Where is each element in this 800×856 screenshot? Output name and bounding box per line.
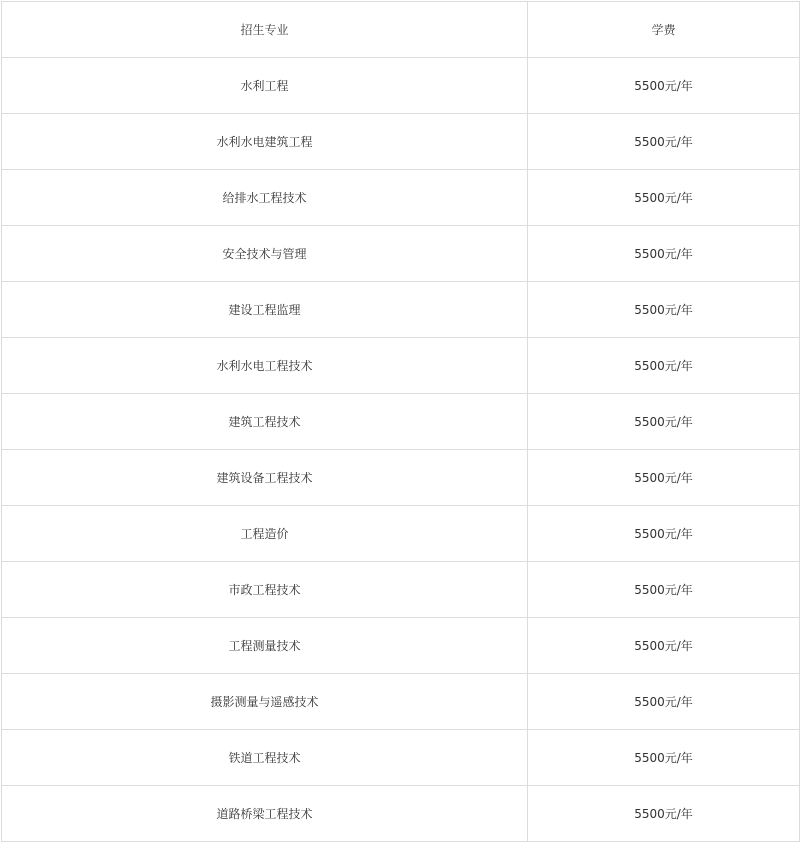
fee-cell: 5500元/年 [528, 58, 800, 114]
fee-cell: 5500元/年 [528, 226, 800, 282]
table-row [2, 506, 800, 562]
table-row [2, 58, 800, 114]
table-row [2, 114, 800, 170]
fee-cell: 5500元/年 [528, 618, 800, 674]
major-cell: 给排水工程技术 [2, 170, 528, 226]
major-cell: 安全技术与管理 [2, 226, 528, 282]
table-row [2, 730, 800, 786]
major-cell: 摄影测量与遥感技术 [2, 674, 528, 730]
table-row [2, 562, 800, 618]
major-cell: 建筑设备工程技术 [2, 450, 528, 506]
table-row [2, 394, 800, 450]
table-row [2, 282, 800, 338]
table-row [2, 226, 800, 282]
major-cell: 水利水电建筑工程 [2, 114, 528, 170]
fee-cell: 5500元/年 [528, 338, 800, 394]
major-cell: 建筑工程技术 [2, 394, 528, 450]
fee-cell: 5500元/年 [528, 562, 800, 618]
fee-cell: 5500元/年 [528, 170, 800, 226]
table-row [2, 338, 800, 394]
table-body [2, 58, 800, 842]
major-cell: 水利工程 [2, 58, 528, 114]
major-cell: 工程测量技术 [2, 618, 528, 674]
major-cell: 水利水电工程技术 [2, 338, 528, 394]
fee-cell: 5500元/年 [528, 786, 800, 842]
fee-cell: 5500元/年 [528, 506, 800, 562]
major-cell: 建设工程监理 [2, 282, 528, 338]
table-row [2, 170, 800, 226]
tuition-table [1, 1, 800, 842]
fee-cell: 5500元/年 [528, 674, 800, 730]
table-row [2, 674, 800, 730]
table-row [2, 618, 800, 674]
fee-cell: 5500元/年 [528, 730, 800, 786]
major-cell: 工程造价 [2, 506, 528, 562]
fee-cell: 5500元/年 [528, 282, 800, 338]
fee-cell: 5500元/年 [528, 450, 800, 506]
major-cell: 道路桥梁工程技术 [2, 786, 528, 842]
table-row [2, 450, 800, 506]
table-row [2, 786, 800, 842]
header-major: 招生专业 [2, 2, 528, 58]
major-cell: 市政工程技术 [2, 562, 528, 618]
major-cell: 铁道工程技术 [2, 730, 528, 786]
fee-cell: 5500元/年 [528, 114, 800, 170]
fee-cell: 5500元/年 [528, 394, 800, 450]
header-fee: 学费 [528, 2, 800, 58]
table-header-row [2, 2, 800, 58]
